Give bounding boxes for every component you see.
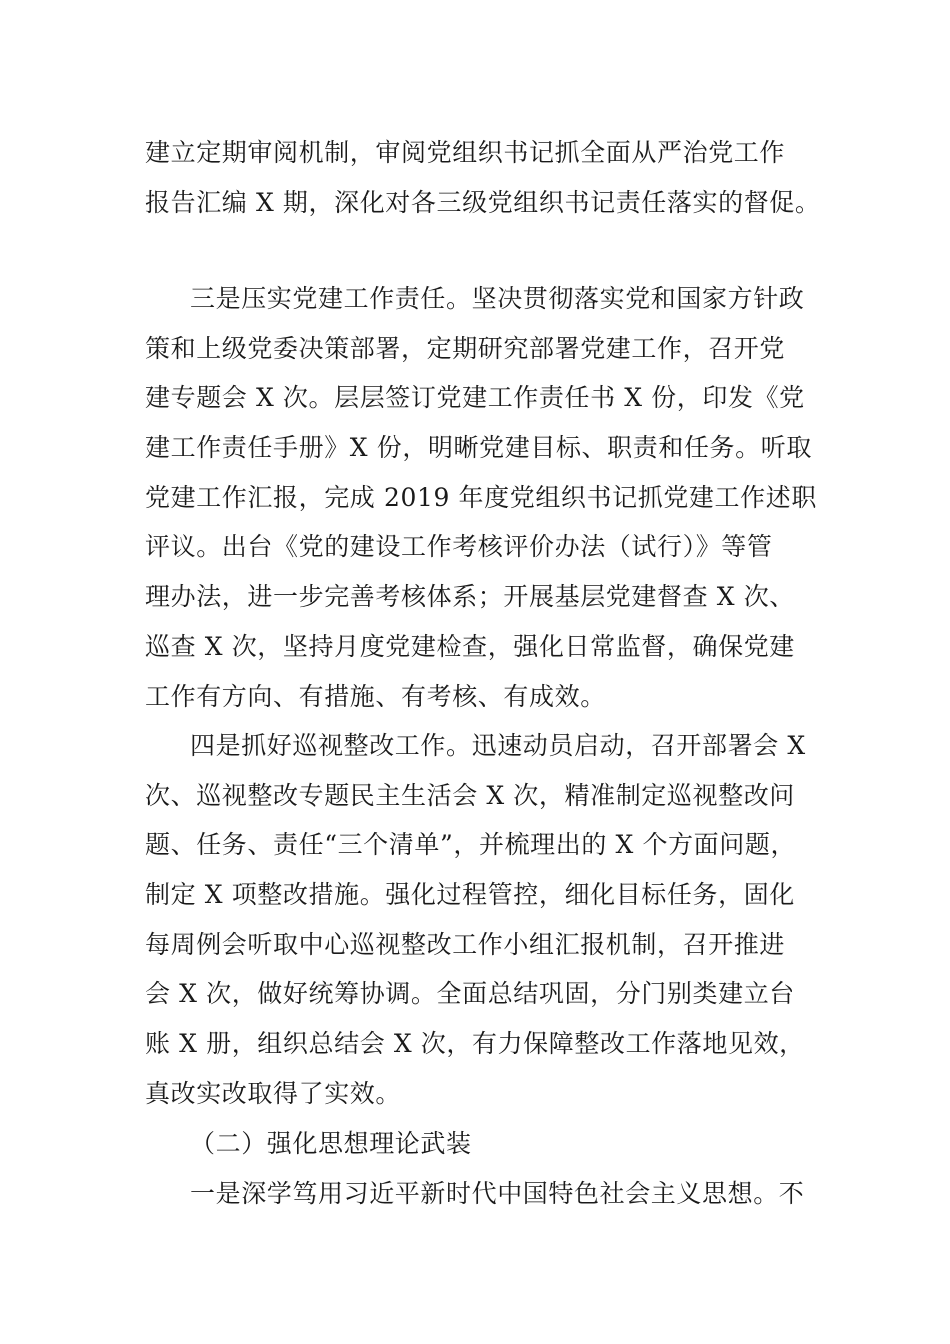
text-line: 四是抓好巡视整改工作。迅速动员启动，召开部署会 X [190, 731, 806, 760]
text-line: 真改实改取得了实效。 [145, 1078, 402, 1108]
section-heading [145, 1119, 825, 1169]
text-line: 账 X 册，组织总结会 X 次，有力保障整改工作落地见效， [145, 1029, 805, 1059]
text-line: 评议。出台《党的建设工作考核评价办法（试行）》等管 [145, 532, 773, 562]
paragraph-continued [145, 128, 825, 227]
text-line: 巡查 X 次，坚持月度党建检查，强化日常监督，确保党建 [145, 631, 795, 661]
text-line: 题、任务、责任“三个清单”，并梳理出的 X 个方面问题， [145, 830, 797, 860]
paragraph-three [145, 274, 825, 721]
text-line: 每周例会听取中心巡视整改工作小组汇报机制，召开推进 [145, 929, 786, 959]
section-heading-text: （二）强化思想理论武装 [190, 1129, 472, 1158]
text-line: 建立定期审阅机制，审阅党组织书记抓全面从严治党工作 [145, 138, 786, 167]
text-line: 党建工作汇报，完成 2019 年度党组织书记抓党建工作述职 [145, 482, 817, 512]
text-line: 一是深学笃用习近平新时代中国特色社会主义思想。不 [190, 1179, 805, 1208]
text-line: 三是压实党建工作责任。坚决贯彻落实党和国家方针政 [190, 284, 805, 313]
text-line: 建专题会 X 次。层层签订党建工作责任书 X 份，印发《党 [145, 383, 805, 413]
text-line: 工作有方向、有措施、有考核、有成效。 [145, 681, 606, 711]
text-line: 理办法，进一步完善考核体系；开展基层党建督查 X 次、 [145, 582, 795, 612]
paragraph-four [145, 721, 825, 1119]
text-line: 制定 X 项整改措施。强化过程管控，细化目标任务，固化 [145, 880, 795, 910]
text-line: 报告汇编 X 期，深化对各三级党组织书记责任落实的督促。 [145, 187, 821, 217]
text-line: 会 X 次，做好统筹协调。全面总结巩固，分门别类建立台 [145, 979, 795, 1009]
paragraph-five [145, 1169, 825, 1219]
text-line: 策和上级党委决策部署，定期研究部署党建工作，召开党 [145, 333, 786, 363]
text-line: 建工作责任手册》X 份，明晰党建目标、职责和任务。听取 [145, 433, 812, 463]
text-line: 次、巡视整改专题民主生活会 X 次，精准制定巡视整改问 [145, 780, 795, 810]
